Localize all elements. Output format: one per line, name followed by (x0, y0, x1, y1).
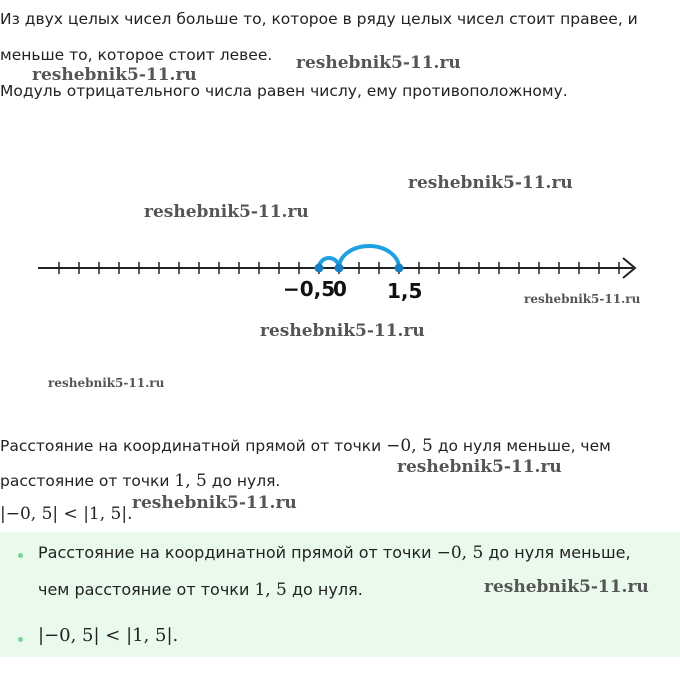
point-neg (315, 264, 324, 273)
watermark: reshebnik5-11.ru (260, 321, 425, 341)
watermark: reshebnik5-11.ru (408, 173, 573, 193)
explanation-line-2 (0, 471, 280, 491)
point-zero (335, 264, 344, 273)
explanation-inequality: |−0, 5| < |1, 5|. (0, 504, 133, 524)
watermark: reshebnik5-11.ru (32, 65, 197, 85)
bullet-icon (18, 553, 23, 558)
watermark: reshebnik5-11.ru (296, 53, 461, 73)
summary-item-1-line-1-post: до нуля меньше, (483, 543, 631, 562)
intro-line-3: Модуль отрицательного числа равен числу, ему противоположному. (0, 82, 568, 100)
summary-item-1-line-2-math: 1, 5 (254, 580, 287, 600)
label-neg: −0,5 (283, 277, 336, 301)
summary-item-2: |−0, 5| < |1, 5|. (38, 625, 179, 646)
watermark: reshebnik5-11.ru (48, 376, 165, 390)
label-pos: 1,5 (387, 279, 423, 303)
explanation-line-2-math: 1, 5 (174, 471, 207, 491)
explanation-line-2-post: до нуля. (206, 472, 281, 490)
label-zero: 0 (333, 277, 347, 301)
watermark: reshebnik5-11.ru (397, 457, 562, 477)
explanation-line-1-math: −0, 5 (386, 436, 433, 456)
summary-item-1-line-1-math: −0, 5 (436, 543, 484, 563)
summary-item-1-line-2-pre: чем расстояние от точки (38, 580, 255, 599)
watermark: reshebnik5-11.ru (144, 202, 309, 222)
explanation-line-2-pre: расстояние от точки (0, 472, 175, 490)
intro-line-1: Из двух целых чисел больше то, которое в ряду целых чисел стоит правее, и (0, 10, 638, 28)
summary-item-1-line-2-post: до нуля. (286, 580, 363, 599)
intro-line-2: меньше то, которое стоит левее. (0, 46, 273, 64)
watermark: reshebnik5-11.ru (524, 292, 641, 306)
explanation-line-1-pre: Расстояние на координатной прямой от точки (0, 437, 387, 455)
summary-item-1-line-1-pre: Расстояние на координатной прямой от точки (38, 543, 437, 562)
summary-item-1-line-2 (38, 580, 363, 600)
watermark: reshebnik5-11.ru (132, 493, 297, 513)
arc-zero-to-pos (339, 246, 399, 268)
watermark: reshebnik5-11.ru (484, 577, 649, 597)
bullet-icon (18, 637, 23, 642)
point-pos (395, 264, 404, 273)
explanation-line-1 (0, 436, 611, 456)
summary-item-1-line-1 (38, 543, 631, 563)
explanation-line-1-post: до нуля меньше, чем (432, 437, 611, 455)
